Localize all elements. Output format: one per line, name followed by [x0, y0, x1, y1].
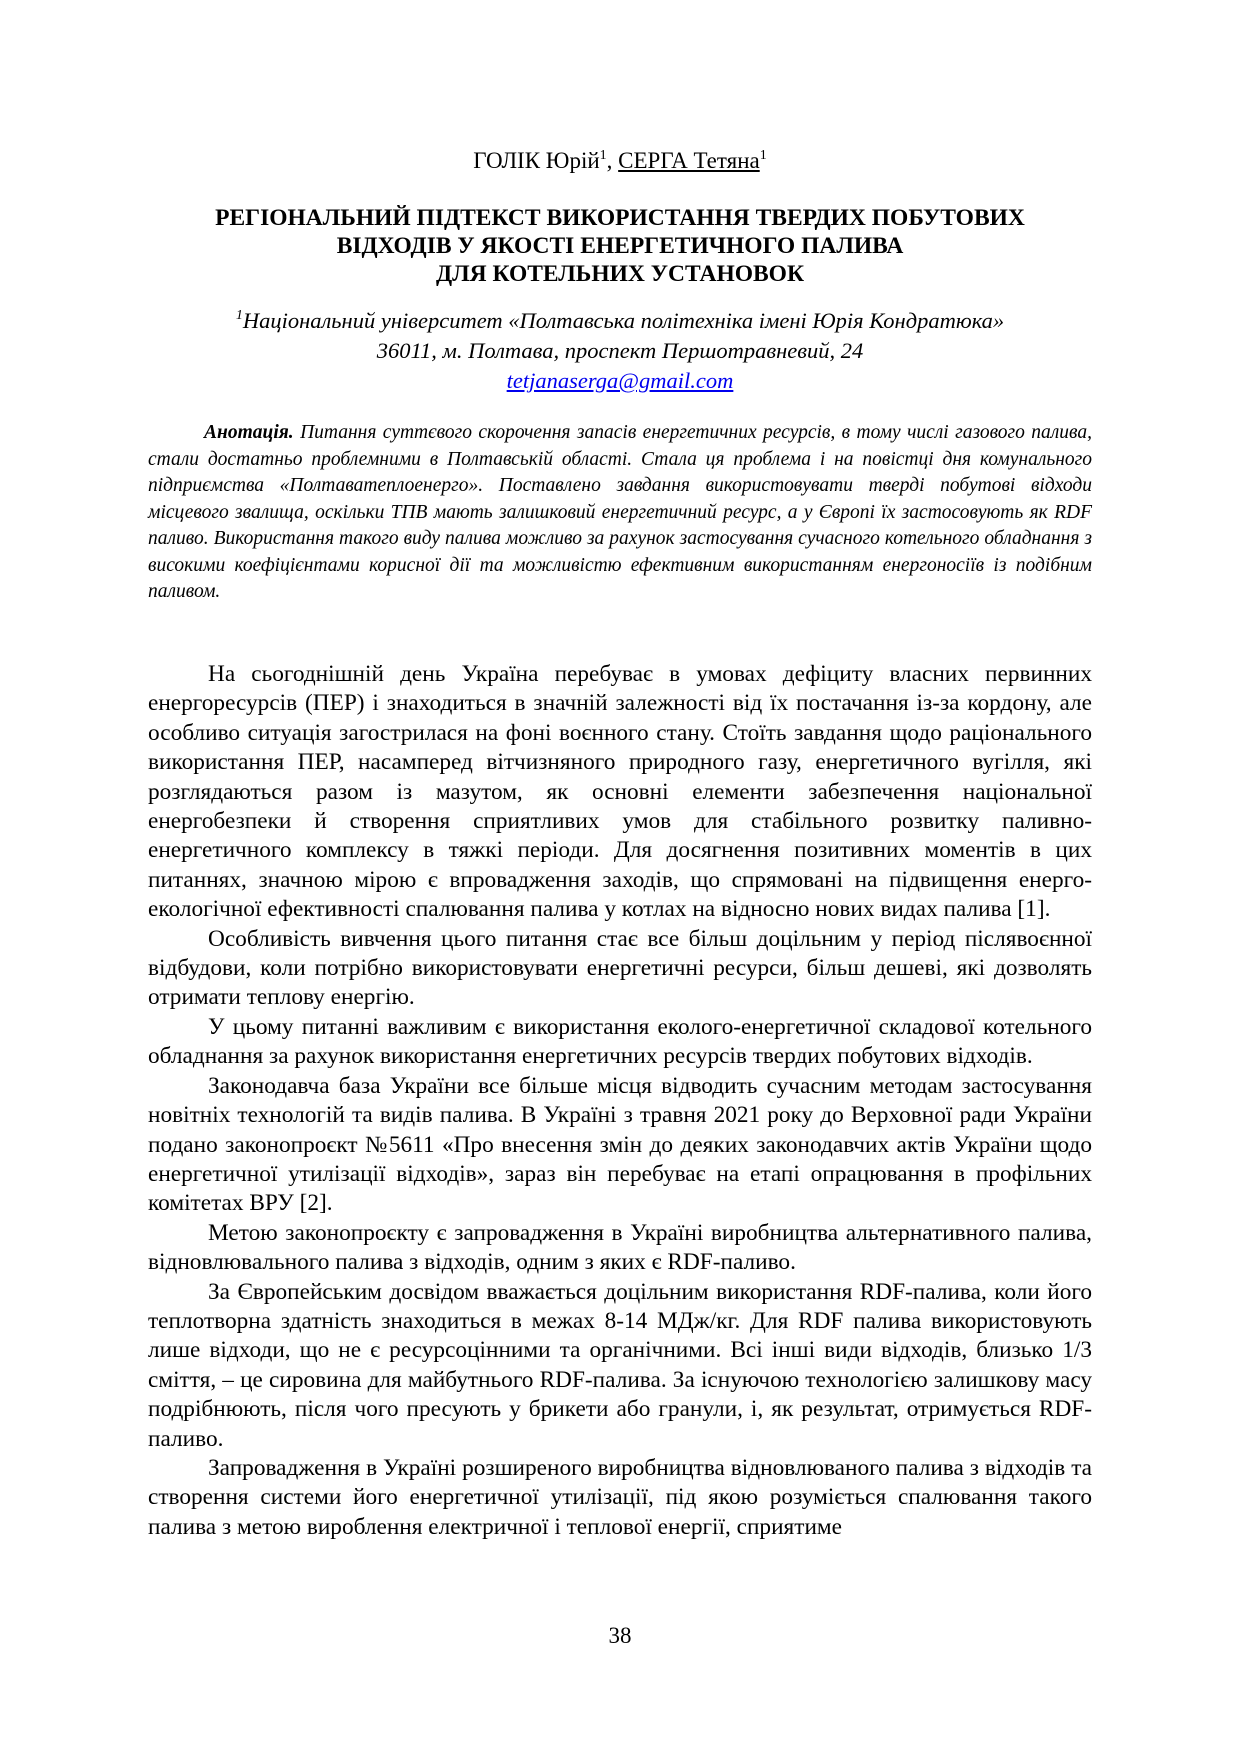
email-link[interactable]: tetjanaserga@gmail.com [506, 368, 734, 393]
affiliation-block [0, 306, 1240, 396]
author-line [0, 146, 1240, 176]
paper-title [160, 204, 1080, 288]
affiliation-marker: 1 [759, 148, 767, 163]
abstract-text: Питання суттєвого скорочення запасів енергетичних ресурсів, в тому числі газового палива, стали достатньо проблемними в Полтавській області. Стала ця проблема і на повістці дня комунального підприємства «Полтаватеплоенерго». Поставлено завдання використовувати тверді побутові відходи місцевого звалища, оскільки ТПВ мають залишковий енергетичний ресурс, а у Європі їх застосовують як RDF паливо. Використання такого виду палива можливо за рахунок застосування сучасного котельного обладнання з високими коефіцієнтами корисної дії та можливістю ефективним використанням енергоносіїв із подібним паливом. [148, 422, 1092, 602]
affiliation-marker: 1 [235, 308, 243, 323]
address-line: 36011, м. Полтава, проспект Першотравневий, 24 [376, 338, 864, 363]
institution-name: Національний університет «Полтавська політехніка імені Юрія Кондратюка» [242, 308, 1005, 333]
paragraph: Запровадження в Україні розширеного виробництва відновлюваного палива з відходів та створення системи його енергетичної утилізації, під якою розуміється спалювання такого палива з метою вироблення електричної і теплової енергії, сприятиме [148, 1454, 1092, 1540]
abstract [148, 420, 1092, 606]
institution-line [0, 306, 1240, 336]
title-line: ДЛЯ КОТЕЛЬНИХ УСТАНОВОК [436, 261, 804, 287]
paragraph: У цьому питанні важливим є використання еколого-енергетичної складової котельного обладнання за рахунок використання енергетичних ресурсів твердих побутових відходів. [148, 1013, 1092, 1070]
title-line: ВІДХОДІВ У ЯКОСТІ ЕНЕРГЕТИЧНОГО ПАЛИВА [336, 233, 904, 259]
paragraph: На сьогоднішній день Україна перебуває в умовах дефіциту власних первинних енергоресурсів (ПЕР) і знаходиться в значній залежності від їх постачання із-за кордону, але особливо ситуація загострилася на фоні воєнного стану. Стоїть завдання щодо раціонального використання ПЕР, насамперед вітчизняного природного газу, енергетичного вугілля, які розглядаються разом із мазутом, як основні елементи забезпечення національної енергобезпеки й створення сприятливих умов для стабільного розвитку паливно-енергетичного комплексу в тяжкі періоди. Для досягнення позитивних моментів в цих питаннях, значною мірою є впровадження заходів, що спрямовані на підвищення енерго-екологічної ефективності спалювання палива у котлах на відносно нових видах палива [1]. [148, 661, 1092, 923]
paragraph: За Європейським досвідом вважається доцільним використання RDF-палива, коли його теплотворна здатність знаходиться в межах 8-14 МДж/кг. Для RDF палива використовують лише відходи, що не є ресурсоцінними та органічними. Всі інші види відходів, близько 1/3 сміття, – це сировина для майбутнього RDF-палива. За існуючою технологією залишкову масу подрібнюють, після чого пресують у брикети або гранули, і, як результат, отримується RDF-паливо. [148, 1278, 1092, 1452]
author-name: СЕРГА Тетяна [618, 148, 760, 173]
paragraph: Метою законопроєкту є запровадження в Україні виробництва альтернативного палива, відновлювального палива з відходів, одним з яких є RDF-паливо. [148, 1219, 1092, 1276]
abstract-label: Анотація. [204, 422, 294, 443]
paragraph: Законодавча база України все більше місця відводить сучасним методам застосування новітніх технологій та видів палива. В Україні з травня 2021 року до Верховної ради України подано законопроєкт №5611 «Про внесення змін до деяких законодавчих актів України щодо енергетичної утилізації відходів», зараз він перебуває на етапі опрацювання в профільних комітетах ВРУ [2]. [148, 1072, 1092, 1217]
page-number: 38 [608, 1623, 632, 1648]
body-text [148, 660, 1092, 1542]
author-separator: , [606, 148, 619, 173]
affiliation-marker: 1 [599, 148, 607, 163]
paragraph: Особливість вивчення цього питання стає все більш доцільним у період післявоєнної відбудови, коли потрібно використовувати енергетичні ресурси, більш дешеві, які дозволять отримати теплову енергію. [148, 925, 1092, 1011]
author-name: ГОЛІК Юрій [473, 148, 600, 173]
title-line: РЕГІОНАЛЬНИЙ ПІДТЕКСТ ВИКОРИСТАННЯ ТВЕРДИХ ПОБУТОВИХ [215, 205, 1025, 231]
